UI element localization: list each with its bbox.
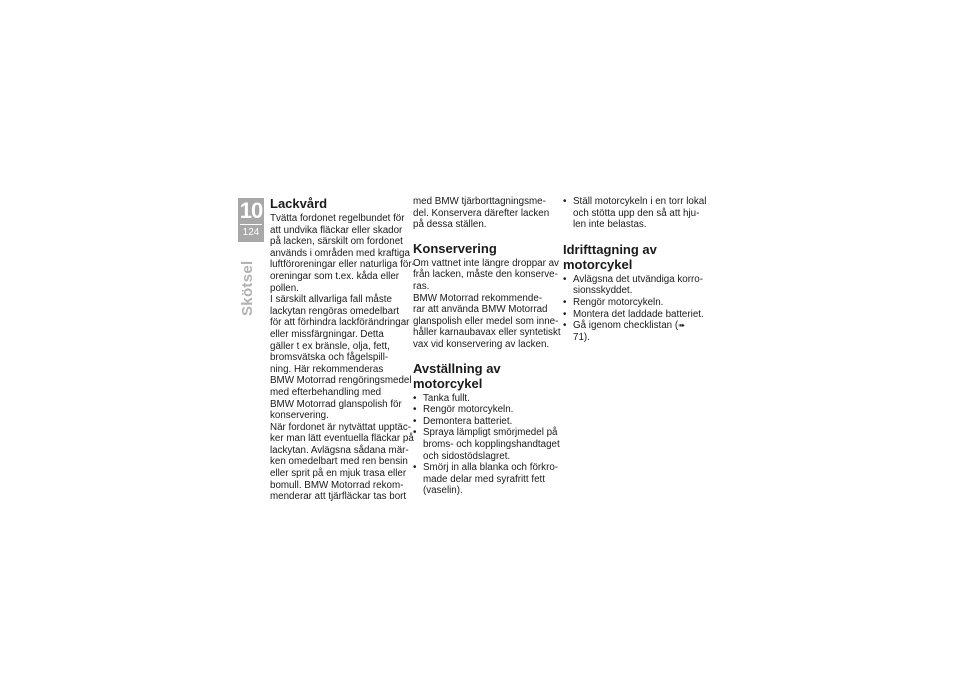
text-line: I särskilt allvarliga fall måste bbox=[270, 294, 392, 306]
text-line: glanspolish eller medel som inne- bbox=[413, 315, 559, 327]
text-line: När fordonet är nytvättat upptäc- bbox=[270, 421, 412, 433]
bullet: • bbox=[413, 392, 417, 404]
text-line: med BMW tjärborttagningsme- bbox=[413, 196, 546, 207]
list-item bbox=[413, 393, 553, 405]
column-1 bbox=[270, 196, 415, 503]
heading-konservering: Konservering bbox=[413, 240, 497, 256]
idrifttagning-last-item bbox=[563, 320, 703, 343]
avstallning-list bbox=[413, 392, 560, 497]
list-item-line: Demontera batteriet. bbox=[423, 415, 513, 427]
text-line: lackytan rengöras omedelbart bbox=[270, 305, 400, 317]
text-line: BMW Motorrad rengöringsmedel bbox=[270, 375, 412, 387]
bullet: • bbox=[413, 415, 417, 427]
list-item-line: Rengör motorcykeln. bbox=[423, 404, 514, 416]
list-item-line: och stötta upp den så att hju- bbox=[573, 207, 700, 219]
heading-idrifttagning bbox=[563, 242, 703, 272]
text-line: ning. Här rekommenderas bbox=[270, 363, 384, 375]
text-line: på lacken, särskilt om fordonet bbox=[270, 236, 403, 248]
checklist-text: Gå igenom checklistan ( bbox=[573, 320, 679, 332]
list-item-line: (vaselin). bbox=[423, 485, 463, 497]
text-line: ker man lätt eventuella fläckar på bbox=[270, 433, 414, 445]
list-item-line: Ställ motorcykeln i en torr lokal bbox=[573, 196, 707, 207]
text-line: luftföroreningar eller naturliga för- bbox=[270, 259, 415, 271]
idrifttagning-list bbox=[563, 274, 703, 320]
text-line: används i områden med kraftiga bbox=[270, 247, 410, 259]
list-item bbox=[413, 427, 560, 462]
text-line: håller karnaubavax eller syntetiskt bbox=[413, 327, 561, 339]
list-item-line: Montera det laddade batteriet. bbox=[573, 308, 704, 320]
text-line: lackytan. Avlägsna sådana mär- bbox=[270, 444, 409, 456]
text-line: menderar att tjärfläckar tas bort bbox=[270, 491, 407, 503]
list-item bbox=[413, 416, 553, 428]
list-item bbox=[563, 196, 707, 231]
konservering-text bbox=[413, 257, 561, 351]
text-line: bomull. BMW Motorrad rekom- bbox=[270, 479, 404, 491]
heading-avstallning bbox=[413, 361, 553, 391]
text-line: eller sprit på en mjuk trasa eller bbox=[270, 468, 407, 480]
list-item-line: Rengör motorcykeln. bbox=[573, 296, 664, 308]
text-line: för att förhindra lackförändringar bbox=[270, 317, 410, 329]
list-item-line: sionsskyddet. bbox=[573, 285, 633, 297]
text-line: BMW Motorrad glanspolish för bbox=[270, 398, 402, 410]
list-item-line: len inte belastas. bbox=[573, 219, 647, 231]
list-item-line: made delar med syrafritt fett bbox=[423, 473, 545, 485]
checklist-page-link[interactable]: 71). bbox=[573, 331, 590, 343]
list-item-line: och sidostödslagret. bbox=[423, 450, 511, 462]
text-line: eller missfärgningar. Detta bbox=[270, 328, 384, 340]
text-line: Om vattnet inte längre droppar av bbox=[413, 257, 559, 269]
list-item bbox=[563, 297, 703, 309]
list-item-line: Smörj in alla blanka och förkro- bbox=[423, 462, 559, 474]
heading-lackvard: Lackvård bbox=[270, 196, 328, 211]
list-item bbox=[413, 404, 553, 416]
text-line: på dessa ställen. bbox=[413, 219, 487, 231]
chapter-tab-divider bbox=[240, 224, 262, 225]
list-item-line: Tanka fullt. bbox=[423, 392, 470, 404]
list-item bbox=[563, 309, 703, 321]
text-line: från lacken, måste den konserve- bbox=[413, 269, 558, 281]
text-line: Tvätta fordonet regelbundet för bbox=[270, 213, 405, 224]
text-line: ras. bbox=[413, 280, 430, 292]
bullet: • bbox=[563, 196, 567, 207]
bullet: • bbox=[563, 320, 567, 332]
lackvard-continuation bbox=[413, 196, 553, 231]
lackvard-text bbox=[270, 213, 415, 503]
column-2 bbox=[413, 196, 561, 497]
column-3 bbox=[563, 196, 707, 343]
chapter-number: 10 bbox=[239, 198, 263, 223]
bullet: • bbox=[563, 296, 567, 308]
heading-line: motorcykel bbox=[563, 256, 633, 272]
list-item-line: Spraya lämpligt smörjmedel på bbox=[423, 427, 558, 439]
text-line: ken omedelbart med ren bensin bbox=[270, 456, 408, 468]
bullet: • bbox=[413, 427, 417, 439]
list-item bbox=[413, 462, 559, 497]
heading-line: motorcykel bbox=[413, 375, 483, 391]
page-reference-arrow-icon: ➠ bbox=[678, 321, 685, 331]
bullet: • bbox=[563, 308, 567, 320]
text-line: del. Konservera därefter lacken bbox=[413, 207, 550, 219]
text-line: rar att använda BMW Motorrad bbox=[413, 304, 548, 316]
text-line: konservering. bbox=[270, 410, 329, 422]
heading-line: Avställning av bbox=[413, 360, 501, 376]
text-line: gäller t ex bränsle, olja, fett, bbox=[270, 340, 390, 352]
list-item bbox=[563, 320, 703, 343]
bullet: • bbox=[413, 404, 417, 416]
avstallning-list-continuation bbox=[563, 196, 707, 231]
text-line: bromsvätska och fågelspill- bbox=[270, 352, 389, 364]
bullet: • bbox=[563, 273, 567, 285]
list-item-line: Avlägsna det utvändiga korro- bbox=[573, 273, 703, 285]
text-line: att undvika fläckar eller skador bbox=[270, 224, 403, 236]
list-item bbox=[563, 274, 703, 297]
page-number: 124 bbox=[242, 227, 260, 238]
text-line: vax vid konservering av lacken. bbox=[413, 338, 550, 350]
text-line: med efterbehandling med bbox=[270, 386, 382, 398]
bullet: • bbox=[413, 462, 417, 474]
text-line: oreningar som t.ex. kåda eller bbox=[270, 270, 400, 282]
list-item-line: broms- och kopplingshandtaget bbox=[423, 438, 560, 450]
text-line: BMW Motorrad rekommende- bbox=[413, 292, 543, 304]
chapter-section-label: Skötsel bbox=[239, 260, 256, 316]
heading-line: Idrifttagning av bbox=[563, 241, 657, 257]
text-line: pollen. bbox=[270, 282, 299, 294]
